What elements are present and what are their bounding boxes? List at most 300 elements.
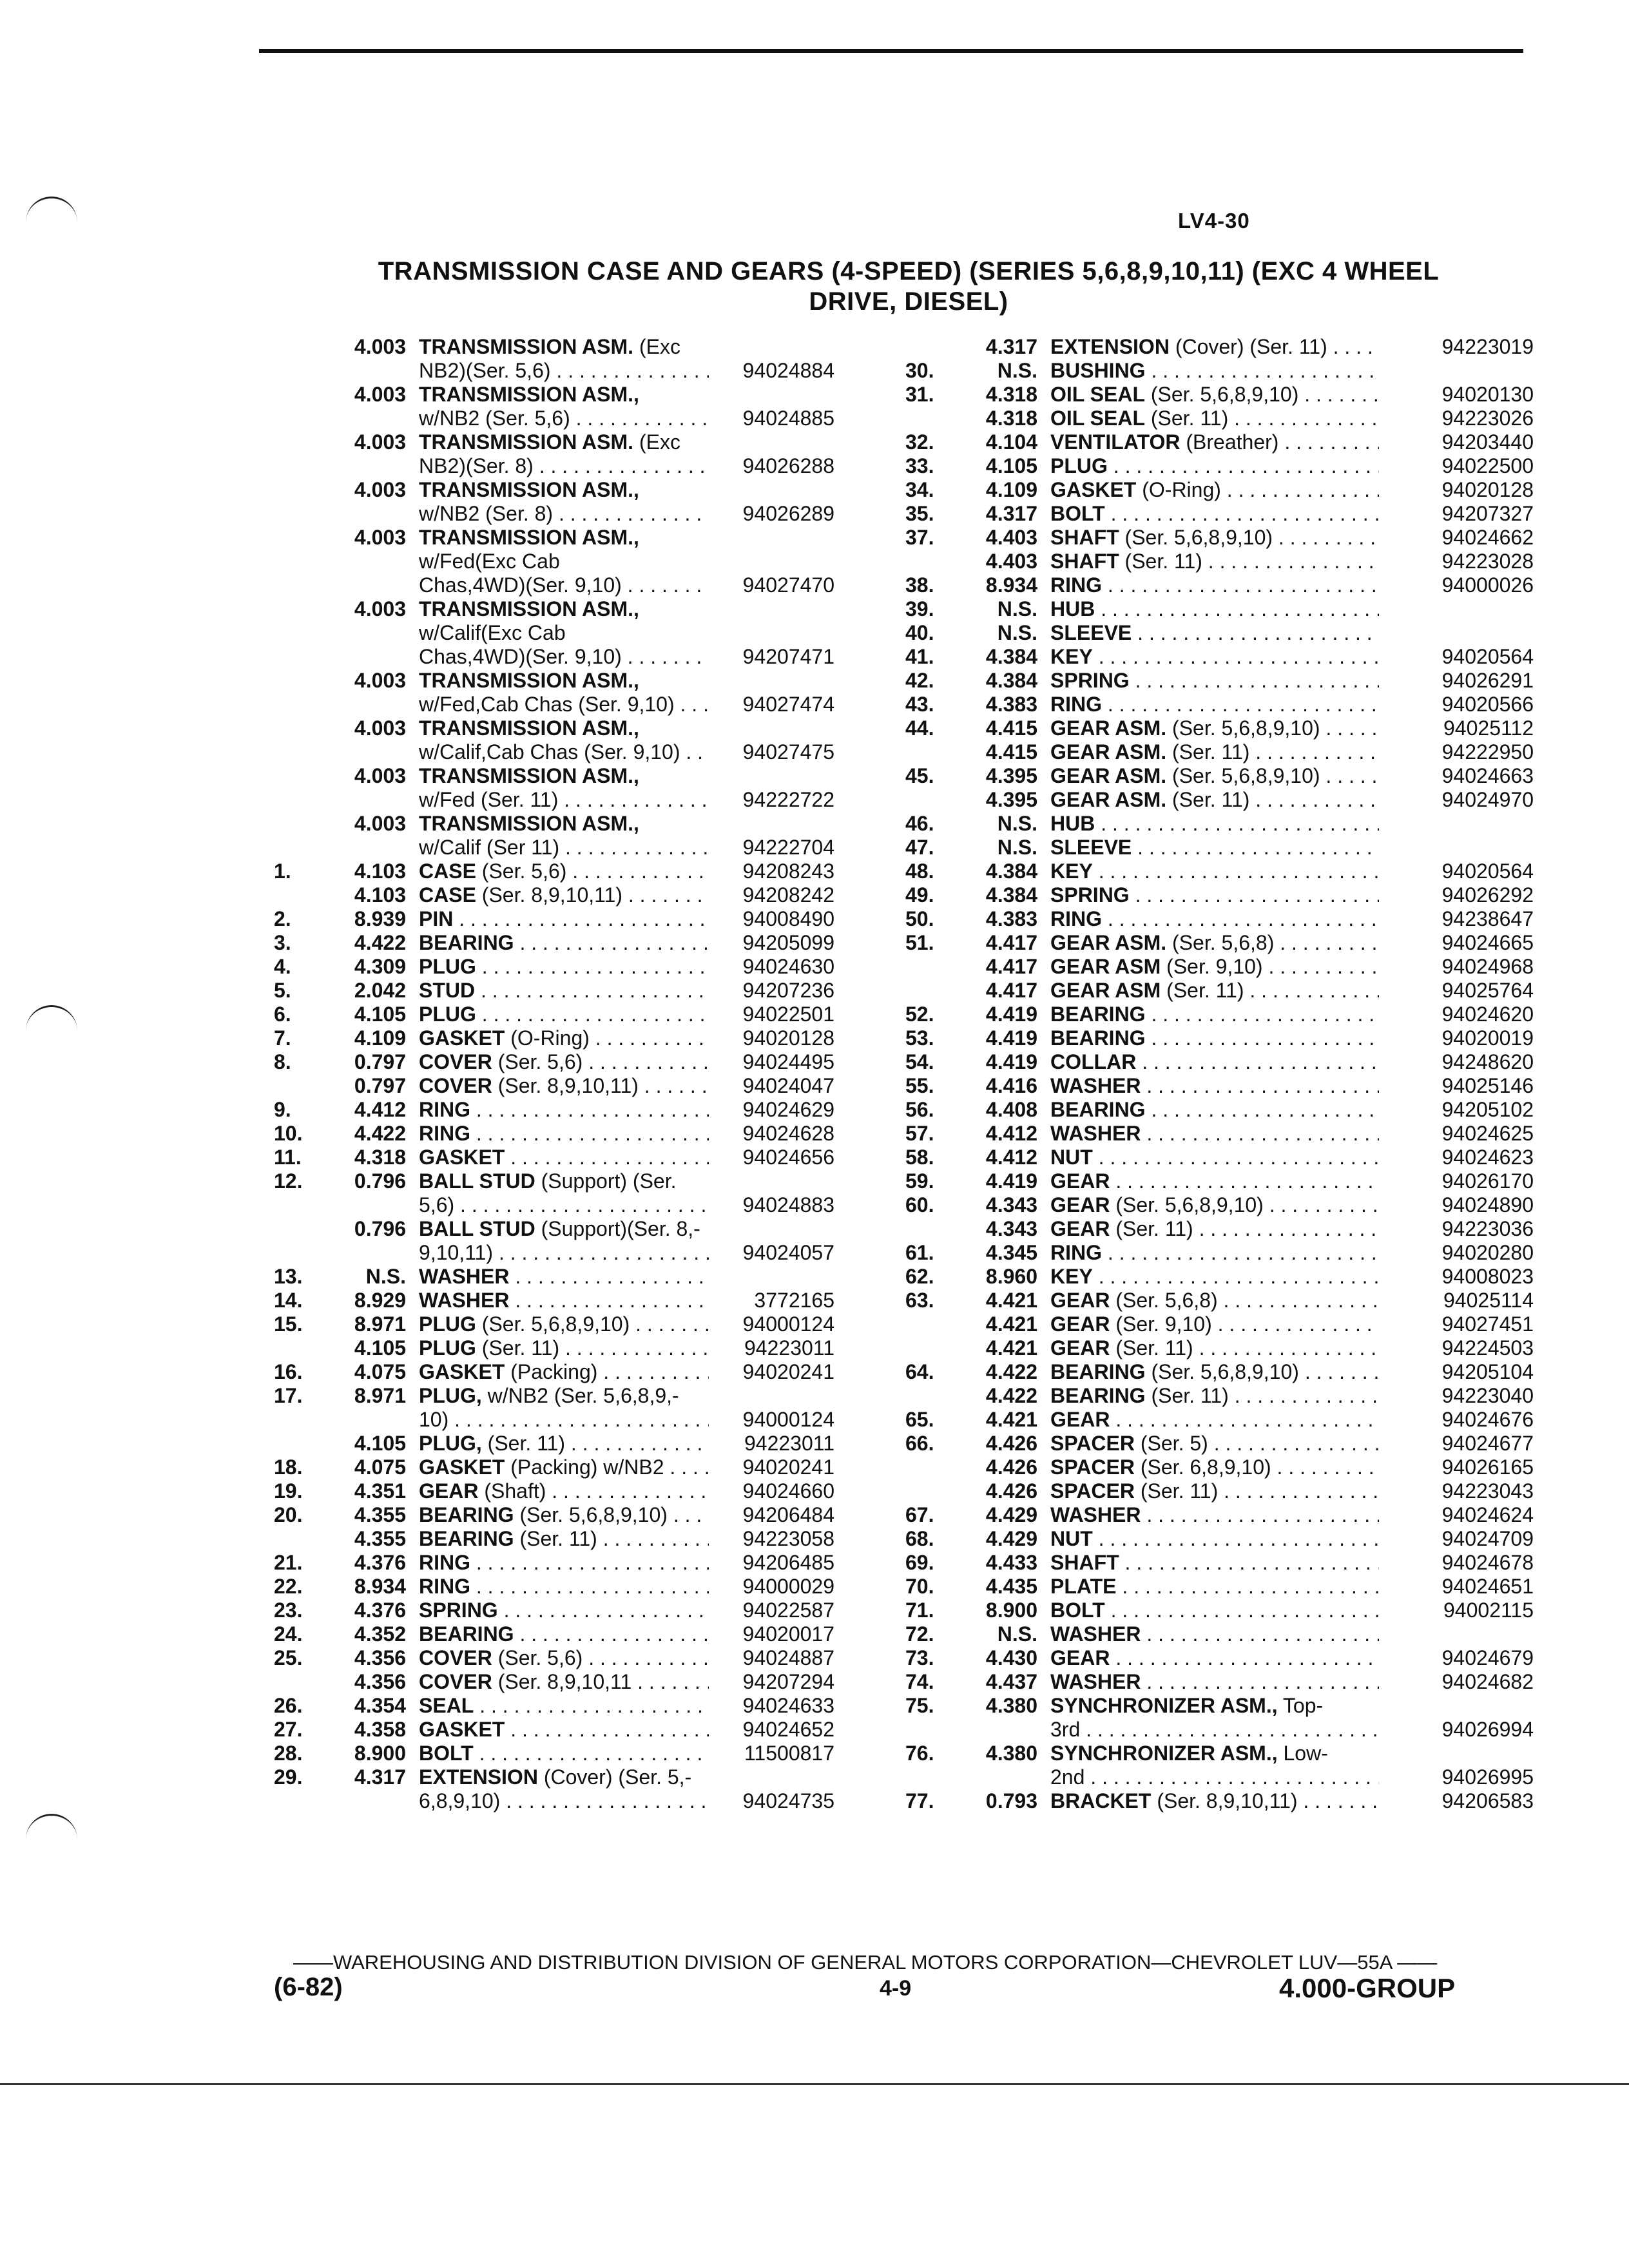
part-qualifier: (Breather) xyxy=(1180,430,1279,454)
part-description xyxy=(419,1456,709,1479)
part-number: 94222722 xyxy=(742,788,834,811)
ref-number: 27. xyxy=(274,1718,303,1741)
ref-number: 67. xyxy=(905,1503,934,1526)
part-name: RING xyxy=(419,1122,470,1145)
part-name: NUT xyxy=(1050,1527,1093,1550)
part-number: 94002115 xyxy=(1443,1599,1534,1622)
group-number: 4.109 xyxy=(985,478,1037,501)
ref-number: 35. xyxy=(905,502,934,525)
ref-number: 59. xyxy=(905,1169,934,1193)
part-description xyxy=(1050,1765,1379,1789)
part-name: TRANSMISSION ASM. xyxy=(419,335,634,358)
ref-number: 57. xyxy=(905,1122,934,1145)
part-number: 94024651 xyxy=(1441,1575,1534,1598)
ref-number: 49. xyxy=(905,883,934,907)
ref-number: 16. xyxy=(274,1360,303,1383)
part-name: PIN xyxy=(419,907,454,930)
part-number: 94022500 xyxy=(1441,454,1534,477)
group-number: 4.412 xyxy=(354,1098,406,1121)
part-description xyxy=(1050,979,1379,1003)
part-qualifier: w/NB2 (Ser. 5,6,8,9,- xyxy=(481,1384,679,1407)
part-name: WASHER xyxy=(1050,1622,1141,1646)
group-number: N.S. xyxy=(365,1265,406,1288)
part-name: PLUG xyxy=(1050,454,1108,477)
group-number: N.S. xyxy=(997,621,1037,644)
part-number: 94024884 xyxy=(742,359,834,382)
part-number: 94223040 xyxy=(1441,1384,1534,1407)
group-number: 4.384 xyxy=(985,860,1037,883)
part-description xyxy=(419,1718,709,1742)
part-qualifier: (Ser. 11) xyxy=(481,1432,566,1455)
part-number: 94207294 xyxy=(742,1670,834,1693)
part-name: PLATE xyxy=(1050,1575,1117,1598)
parts-list-row xyxy=(905,359,1540,383)
part-name: GEAR xyxy=(419,1479,479,1503)
part-description xyxy=(419,1503,709,1527)
part-number: 94026292 xyxy=(1441,883,1534,907)
part-description xyxy=(419,1360,709,1384)
ref-number: 18. xyxy=(274,1456,303,1479)
group-number: 4.429 xyxy=(985,1503,1037,1526)
parts-list-row xyxy=(274,1408,854,1432)
ref-number: 37. xyxy=(905,526,934,549)
page-code: LV4-30 xyxy=(1178,209,1250,233)
group-number: 4.419 xyxy=(985,1003,1037,1026)
part-qualifier: (Ser. 5,6,8) xyxy=(1110,1289,1218,1312)
parts-list-row xyxy=(905,1360,1540,1384)
part-name: SHAFT xyxy=(1050,1551,1119,1574)
part-description xyxy=(419,740,709,764)
part-description xyxy=(1050,502,1379,526)
part-name: SPACER xyxy=(1050,1479,1135,1503)
part-name: BALL STUD xyxy=(419,1217,535,1240)
ref-number: 29. xyxy=(274,1765,303,1789)
part-name: TRANSMISSION ASM., xyxy=(419,764,639,787)
part-description xyxy=(419,597,709,621)
group-number: 4.380 xyxy=(985,1694,1037,1717)
ref-number: 40. xyxy=(905,621,934,644)
group-number: 4.354 xyxy=(354,1694,406,1717)
part-number: 94024629 xyxy=(742,1098,834,1121)
group-number: 4.103 xyxy=(354,860,406,883)
part-qualifier: (Ser. 11) xyxy=(514,1527,597,1550)
part-number: 94208242 xyxy=(742,883,834,907)
part-number: 94222950 xyxy=(1441,740,1534,764)
part-description xyxy=(419,478,709,502)
parts-list-row xyxy=(274,740,854,764)
part-qualifier: (Ser. 5,6) xyxy=(492,1646,583,1669)
parts-list-row xyxy=(274,1336,854,1360)
group-number: 4.358 xyxy=(354,1718,406,1741)
part-number: 94027470 xyxy=(742,573,834,597)
parts-list-row xyxy=(905,1289,1540,1312)
part-name: COVER xyxy=(419,1646,492,1669)
group-number: 4.317 xyxy=(985,335,1037,358)
parts-list-row xyxy=(274,1360,854,1384)
part-name: STUD xyxy=(419,979,476,1002)
part-description xyxy=(1050,645,1379,669)
group-number: 4.419 xyxy=(985,1169,1037,1193)
part-description xyxy=(1050,1003,1379,1026)
group-number: 4.412 xyxy=(985,1146,1037,1169)
part-number: 94026165 xyxy=(1441,1456,1534,1479)
part-name: RING xyxy=(1050,1241,1102,1264)
group-number: 4.104 xyxy=(985,430,1037,454)
part-description xyxy=(1050,1551,1379,1575)
part-description xyxy=(1050,430,1379,454)
group-number: 4.422 xyxy=(985,1360,1037,1383)
ref-number: 42. xyxy=(905,669,934,692)
part-qualifier: (Exc xyxy=(633,335,680,358)
group-number: 2.042 xyxy=(354,979,406,1002)
part-qualifier: (Packing) xyxy=(505,1360,598,1383)
parts-list-row xyxy=(905,1670,1540,1694)
part-name: GEAR ASM. xyxy=(1050,931,1167,954)
part-qualifier: (Ser. 9,10) xyxy=(1161,955,1263,978)
part-name: SPRING xyxy=(419,1599,498,1622)
part-description xyxy=(1050,931,1379,955)
ref-number: 70. xyxy=(905,1575,934,1598)
part-name: RING xyxy=(1050,693,1102,716)
parts-list-row xyxy=(905,645,1540,669)
part-name: BUSHING xyxy=(1050,359,1146,382)
part-number: 94024890 xyxy=(1441,1193,1534,1216)
parts-list-row xyxy=(274,1527,854,1551)
group-number: 4.345 xyxy=(985,1241,1037,1264)
ref-number: 21. xyxy=(274,1551,303,1574)
group-number: 0.797 xyxy=(354,1074,406,1097)
group-number: 4.419 xyxy=(985,1050,1037,1073)
group-number: 4.003 xyxy=(354,669,406,692)
part-description xyxy=(419,1408,709,1432)
ref-number: 45. xyxy=(905,764,934,787)
part-name: BEARING xyxy=(1050,1026,1146,1050)
ref-number: 2. xyxy=(274,907,291,930)
parts-list-row xyxy=(905,788,1540,812)
ref-number: 12. xyxy=(274,1169,303,1193)
group-number: 4.356 xyxy=(354,1670,406,1693)
ref-number: 41. xyxy=(905,645,934,668)
part-qualifier: (Ser. 5,6,8,9,10) xyxy=(476,1312,630,1336)
part-qualifier: NB2)(Ser. 5,6) xyxy=(419,359,551,382)
part-qualifier: w/Calif (Ser 11) xyxy=(419,836,560,859)
group-number: N.S. xyxy=(997,597,1037,620)
part-name: BEARING xyxy=(1050,1003,1146,1026)
part-name: GEAR xyxy=(1050,1169,1110,1193)
part-description xyxy=(419,1765,709,1789)
group-number: 4.351 xyxy=(354,1479,406,1503)
group-number: 4.384 xyxy=(985,883,1037,907)
part-name: RING xyxy=(419,1575,470,1598)
part-name: BEARING xyxy=(1050,1360,1146,1383)
title-line: TRANSMISSION CASE AND GEARS (4-SPEED) (SERIES 5,6,8,9,10,11) (EXC 4 WHEEL xyxy=(378,257,1440,285)
part-description xyxy=(419,764,709,788)
part-description xyxy=(1050,1503,1379,1527)
part-qualifier: (Ser. 11) xyxy=(1161,979,1244,1002)
parts-list-row xyxy=(274,597,854,621)
ref-number: 63. xyxy=(905,1289,934,1312)
part-description xyxy=(419,1527,709,1551)
part-number: 94027475 xyxy=(742,740,834,764)
part-description xyxy=(1050,1670,1379,1694)
part-number: 94026994 xyxy=(1441,1718,1534,1741)
part-description xyxy=(419,1241,709,1265)
parts-list-row xyxy=(274,860,854,883)
part-description xyxy=(1050,669,1379,693)
ref-number: 4. xyxy=(274,955,291,978)
group-number: 4.317 xyxy=(354,1765,406,1789)
parts-list-row xyxy=(274,764,854,788)
parts-list-row xyxy=(274,1479,854,1503)
part-number: 94022501 xyxy=(742,1003,834,1026)
part-number: 94205102 xyxy=(1441,1098,1534,1121)
part-description xyxy=(1050,335,1379,359)
part-number: 94027451 xyxy=(1441,1312,1534,1336)
parts-list-row xyxy=(274,1169,854,1193)
part-description xyxy=(419,1670,709,1694)
page-title xyxy=(284,256,1534,317)
part-description xyxy=(419,1789,709,1813)
part-number: 94024662 xyxy=(1441,526,1534,549)
part-qualifier: (Ser. 8,9,10,11) xyxy=(476,883,622,907)
part-description xyxy=(419,1146,709,1169)
part-name: CASE xyxy=(419,883,476,907)
ref-number: 9. xyxy=(274,1098,291,1121)
part-number: 94020241 xyxy=(742,1360,834,1383)
part-qualifier: (Shaft) xyxy=(478,1479,546,1503)
part-qualifier: (Ser. 11) xyxy=(1166,740,1250,764)
part-name: GASKET xyxy=(419,1026,505,1050)
group-number: 4.417 xyxy=(985,979,1037,1002)
part-description xyxy=(419,669,709,693)
part-name: EXTENSION xyxy=(419,1765,538,1789)
part-name: SLEEVE xyxy=(1050,836,1132,859)
part-name: COLLAR xyxy=(1050,1050,1137,1073)
parts-list-row xyxy=(274,931,854,955)
group-number: 4.355 xyxy=(354,1527,406,1550)
parts-list-row xyxy=(274,669,854,693)
group-number: 4.419 xyxy=(985,1026,1037,1050)
ref-number: 77. xyxy=(905,1789,934,1812)
part-qualifier: (Ser. 5,6,8,9,10) xyxy=(1166,764,1320,787)
part-number: 94207471 xyxy=(742,645,834,668)
part-description xyxy=(419,1265,709,1289)
ref-number: 26. xyxy=(274,1694,303,1717)
part-description xyxy=(1050,1265,1379,1289)
part-qualifier: w/NB2 (Ser. 5,6) xyxy=(419,407,570,430)
part-name: HUB xyxy=(1050,812,1095,835)
parts-list-row xyxy=(905,1646,1540,1670)
ref-number: 62. xyxy=(905,1265,934,1288)
part-number: 94020017 xyxy=(742,1622,834,1646)
part-number: 94207236 xyxy=(742,979,834,1002)
group-number: 4.415 xyxy=(985,716,1037,740)
part-number: 94024885 xyxy=(742,407,834,430)
part-qualifier: (Ser. 9,10) xyxy=(1110,1312,1212,1336)
parts-list-row xyxy=(905,1694,1540,1718)
parts-list-row xyxy=(274,621,854,645)
group-number: 4.415 xyxy=(985,740,1037,764)
part-description xyxy=(419,407,709,430)
part-number: 94022587 xyxy=(742,1599,834,1622)
group-number: 4.384 xyxy=(985,669,1037,692)
parts-list-row xyxy=(905,1456,1540,1479)
part-number: 94024633 xyxy=(742,1694,834,1717)
part-description xyxy=(1050,836,1379,860)
group-number: 4.343 xyxy=(985,1217,1037,1240)
parts-list-row xyxy=(905,1432,1540,1456)
part-number: 94020019 xyxy=(1441,1026,1534,1050)
part-qualifier: (Ser. 5) xyxy=(1134,1432,1208,1455)
part-qualifier: 10) xyxy=(419,1408,449,1431)
parts-list-row xyxy=(274,907,854,931)
parts-list-row xyxy=(905,383,1540,407)
part-name: SYNCHRONIZER ASM., xyxy=(1050,1694,1278,1717)
part-name: GEAR ASM. xyxy=(1050,764,1167,787)
parts-list-row xyxy=(905,1193,1540,1217)
ref-number: 19. xyxy=(274,1479,303,1503)
parts-list-row xyxy=(905,669,1540,693)
part-number: 94024676 xyxy=(1441,1408,1534,1431)
ref-number: 60. xyxy=(905,1193,934,1216)
part-number: 94223011 xyxy=(744,1336,834,1360)
part-description xyxy=(1050,1599,1379,1622)
part-description xyxy=(1050,1718,1379,1742)
group-number: 8.934 xyxy=(354,1575,406,1598)
group-number: 4.421 xyxy=(985,1312,1037,1336)
part-description xyxy=(1050,788,1379,812)
part-description xyxy=(1050,1622,1379,1646)
parts-list-row xyxy=(274,1265,854,1289)
ref-number: 71. xyxy=(905,1599,934,1622)
group-number: 4.343 xyxy=(985,1193,1037,1216)
part-description xyxy=(419,526,709,550)
parts-list-row xyxy=(274,788,854,812)
parts-list-row xyxy=(905,716,1540,740)
parts-list-row xyxy=(905,1003,1540,1026)
part-name: EXTENSION xyxy=(1050,335,1170,358)
part-name: BEARING xyxy=(1050,1384,1146,1407)
group-number: 4.430 xyxy=(985,1646,1037,1669)
parts-list-row xyxy=(905,1050,1540,1074)
part-name: WASHER xyxy=(419,1265,510,1288)
part-number: 94224503 xyxy=(1441,1336,1534,1360)
part-name: SYNCHRONIZER ASM., xyxy=(1050,1742,1278,1765)
ref-number: 53. xyxy=(905,1026,934,1050)
parts-list-row xyxy=(905,764,1540,788)
group-number: 4.426 xyxy=(985,1456,1037,1479)
part-qualifier: w/Fed,Cab Chas (Ser. 9,10) xyxy=(419,693,675,716)
parts-list-row xyxy=(274,1289,854,1312)
group-number: 8.971 xyxy=(354,1384,406,1407)
part-number: 94223011 xyxy=(744,1432,834,1455)
ref-number: 54. xyxy=(905,1050,934,1073)
parts-list-row xyxy=(274,1599,854,1622)
part-qualifier: (Cover) (Ser. 5,- xyxy=(537,1765,692,1789)
part-qualifier: 2nd xyxy=(1050,1765,1085,1789)
part-qualifier: (Packing) w/NB2 xyxy=(505,1456,664,1479)
parts-list-row xyxy=(274,1146,854,1169)
part-number: 94024495 xyxy=(742,1050,834,1073)
ref-number: 74. xyxy=(905,1670,934,1693)
group-number: 4.355 xyxy=(354,1503,406,1526)
part-description xyxy=(419,1622,709,1646)
part-qualifier: (Support) (Ser. xyxy=(535,1169,677,1193)
part-name: TRANSMISSION ASM., xyxy=(419,669,639,692)
ref-number: 7. xyxy=(274,1026,291,1050)
part-description xyxy=(419,454,709,478)
part-description xyxy=(419,359,709,383)
part-number: 94223026 xyxy=(1441,407,1534,430)
part-description xyxy=(1050,1241,1379,1265)
parts-list-row xyxy=(905,1765,1540,1789)
part-description xyxy=(419,1694,709,1718)
part-description xyxy=(419,836,709,860)
part-number: 94008023 xyxy=(1441,1265,1534,1288)
part-description xyxy=(419,573,709,597)
ref-number: 64. xyxy=(905,1360,934,1383)
group-number: 4.003 xyxy=(354,764,406,787)
part-name: BEARING xyxy=(419,1503,514,1526)
part-qualifier: 6,8,9,10) xyxy=(419,1789,501,1812)
group-number: 4.317 xyxy=(985,502,1037,525)
part-description xyxy=(1050,1050,1379,1074)
part-name: SHAFT xyxy=(1050,550,1119,573)
part-number: 94020128 xyxy=(1441,478,1534,501)
part-number: 94206485 xyxy=(742,1551,834,1574)
parts-list-row xyxy=(274,573,854,597)
part-name: BEARING xyxy=(419,1622,514,1646)
ref-number: 51. xyxy=(905,931,934,954)
parts-list-row xyxy=(905,478,1540,502)
part-name: PLUG xyxy=(419,955,476,978)
part-name: GASKET xyxy=(419,1718,505,1741)
ref-number: 23. xyxy=(274,1599,303,1622)
group-number: 4.422 xyxy=(354,1122,406,1145)
part-description xyxy=(1050,1026,1379,1050)
part-description xyxy=(419,1289,709,1312)
part-description xyxy=(419,430,709,454)
part-number: 94205099 xyxy=(742,931,834,954)
parts-list-row xyxy=(274,478,854,502)
part-number: 94208243 xyxy=(742,860,834,883)
part-name: BOLT xyxy=(1050,1599,1105,1622)
parts-list-row xyxy=(905,1074,1540,1098)
parts-list-row xyxy=(905,573,1540,597)
bottom-rule xyxy=(0,2083,1629,2085)
part-description xyxy=(1050,550,1379,573)
part-number: 94024677 xyxy=(1441,1432,1534,1455)
part-qualifier: (Ser. 5,6) xyxy=(476,860,567,883)
part-name: GASKET xyxy=(419,1456,505,1479)
group-number: 8.939 xyxy=(354,907,406,930)
part-number: 94206583 xyxy=(1441,1789,1534,1812)
part-number: 94024968 xyxy=(1441,955,1534,978)
parts-list-row xyxy=(905,1217,1540,1241)
ref-number: 34. xyxy=(905,478,934,501)
group-number: 4.309 xyxy=(354,955,406,978)
parts-list-row xyxy=(905,1384,1540,1408)
part-name: WASHER xyxy=(1050,1503,1141,1526)
part-description xyxy=(419,383,709,407)
part-qualifier: (Ser. 11) xyxy=(476,1336,560,1360)
part-description xyxy=(419,1575,709,1599)
part-name: GEAR ASM xyxy=(1050,955,1161,978)
parts-list-left-column xyxy=(274,335,854,1813)
part-number: 94238647 xyxy=(1441,907,1534,930)
parts-list-row xyxy=(905,1789,1540,1813)
group-label: 4.000-GROUP xyxy=(1279,1973,1456,2003)
